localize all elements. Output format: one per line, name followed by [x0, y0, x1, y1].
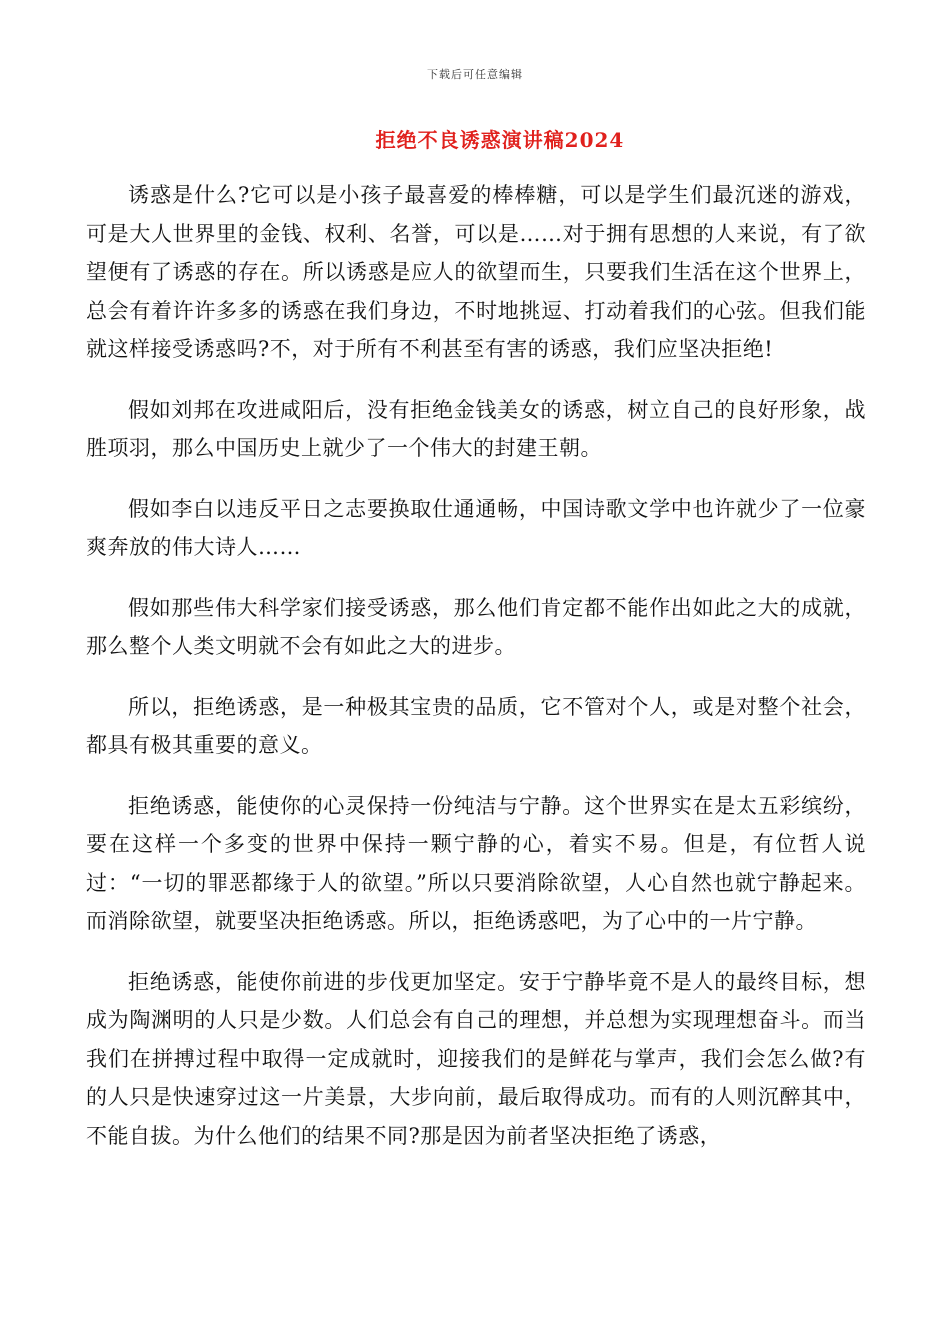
- paragraph: 拒绝诱惑，能使你的心灵保持一份纯洁与宁静。这个世界实在是太五彩缤纷，要在这样一个多变的世界中保持一颗宁静的心，着实不易。但是，有位哲人说过：“一切的罪恶都缘于人的欲望。”所以只要消除欲望，人心自然也就宁静起来。而消除欲望，就要坚决拒绝诱惑。所以，拒绝诱惑吧，为了心中的一片宁静。: [86, 793, 866, 933]
- paragraph: 假如刘邦在攻进咸阳后，没有拒绝金钱美女的诱惑，树立自己的良好形象，战胜项羽，那么中国历史上就少了一个伟大的封建王朝。: [86, 397, 866, 460]
- header-note: 下载后可任意编辑: [427, 68, 523, 81]
- paragraph: 假如那些伟大科学家们接受诱惑，那么他们肯定都不能作出如此之大的成就，那么整个人类文明就不会有如此之大的进步。: [86, 595, 866, 658]
- document-title: 拒绝不良诱惑演讲稿2024: [375, 128, 625, 152]
- document-body: [86, 176, 866, 1177]
- paragraph: 诱惑是什么?它可以是小孩子最喜爱的棒棒糖，可以是学生们最沉迷的游戏，可是大人世界里的金钱、权利、名誉，可以是……对于拥有思想的人来说，有了欲望便有了诱惑的存在。所以诱惑是应人的欲望而生，只要我们生活在这个世界上，总会有着许许多多的诱惑在我们身边，不时地挑逗、打动着我们的心弦。但我们能就这样接受诱惑吗?不，对于所有不利甚至有害的诱惑，我们应坚决拒绝!: [86, 183, 866, 361]
- paragraph: 假如李白以违反平日之志要换取仕通通畅，中国诗歌文学中也许就少了一位豪爽奔放的伟大诗人……: [86, 496, 866, 559]
- paragraph: 所以，拒绝诱惑，是一种极其宝贵的品质，它不管对个人，或是对整个社会，都具有极其重要的意义。: [86, 694, 866, 757]
- paragraph: 拒绝诱惑，能使你前进的步伐更加坚定。安于宁静毕竟不是人的最终目标，想成为陶渊明的人只是少数。人们总会有自己的理想，并总想为实现理想奋斗。而当我们在拼搏过程中取得一定成就时，迎接我们的是鲜花与掌声，我们会怎么做?有的人只是快速穿过这一片美景，大步向前，最后取得成功。而有的人则沉醉其中，不能自拔。为什么他们的结果不同?那是因为前者坚决拒绝了诱惑，: [86, 969, 866, 1148]
